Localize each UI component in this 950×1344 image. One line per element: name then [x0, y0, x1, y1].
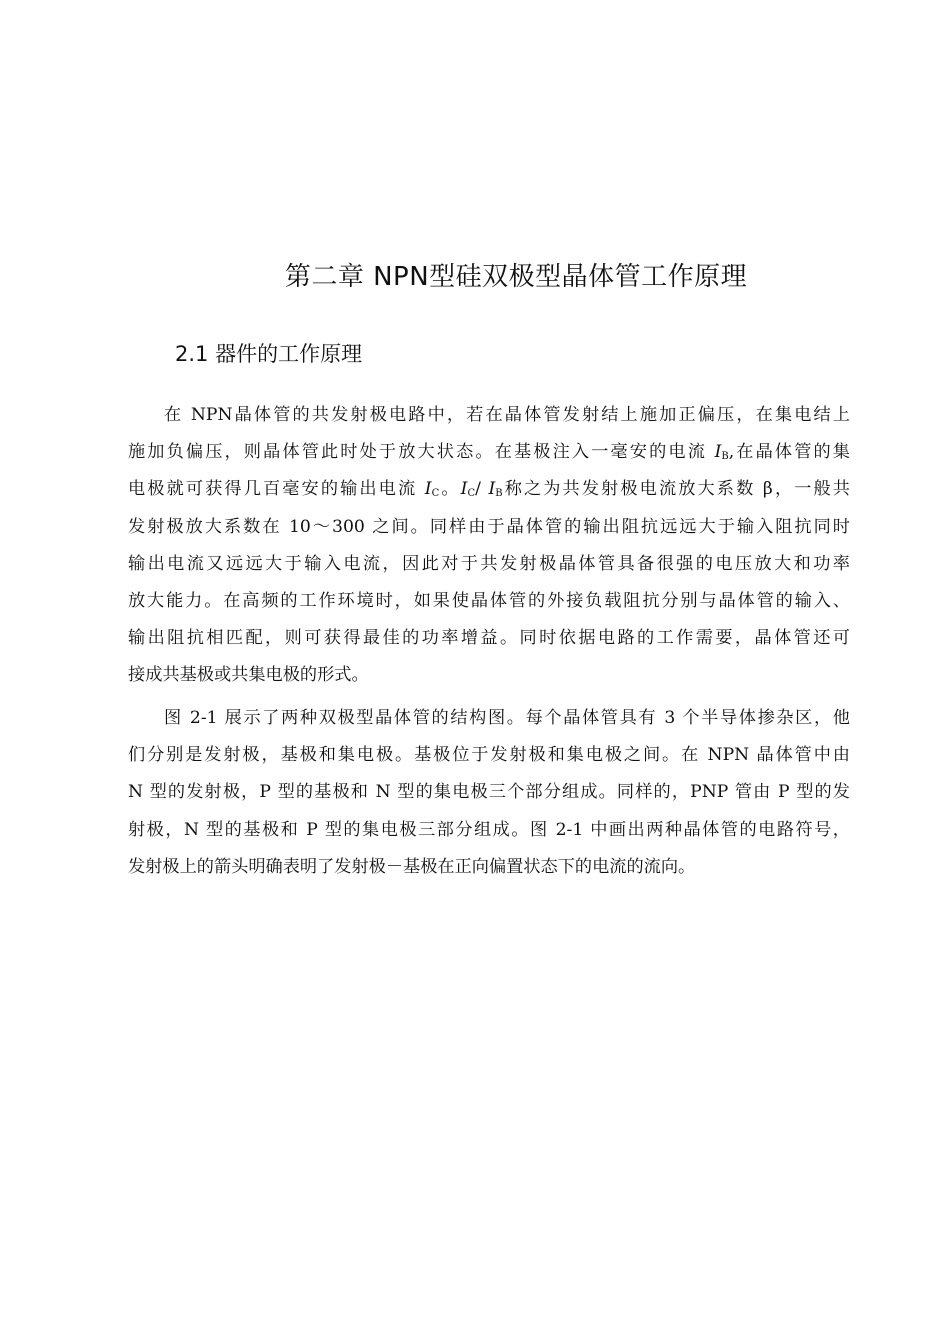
text-line: [128, 849, 850, 886]
text-run: 发射极放大系数在 10～300 之间。同样由于晶体管的输出阻抗远远大于输入阻抗同时: [128, 516, 850, 537]
symbol: I: [488, 479, 496, 500]
text-run: 射极，N 型的基极和 P 型的集电极三部分组成。图 2-1 中画出两种晶体管的电路符号，: [128, 819, 850, 840]
subscript: C: [467, 488, 476, 500]
symbol: I: [714, 442, 722, 463]
text-run: 在 NPN晶体管的共发射极电路中，若在晶体管发射结上施加正偏压，在集电结上: [164, 405, 850, 425]
text-run: 图 2-1 展示了两种双极型晶体管的结构图。每个晶体管具有 3 个半导体掺杂区，他: [164, 708, 850, 728]
text-line: [128, 657, 850, 694]
chapter-title: 第二章 NPN型硅双极型晶体管工作原理: [284, 262, 748, 292]
subscript: B: [721, 451, 729, 463]
text-line: [128, 583, 850, 620]
text-run: 施加负偏压，则晶体管此时处于放大状态。在基极注入一毫安的电流: [128, 442, 715, 463]
text-line: [128, 471, 850, 508]
text-run: 放大能力。在高频的工作环境时，如果使晶体管的外接负载阻抗分别与晶体管的输入、: [128, 590, 850, 611]
text-line: [128, 546, 850, 583]
text-run: 发射极上的箭头明确表明了发射极－基极在正向偏置状态下的电流的流向。: [128, 856, 696, 877]
text-run: 称之为共发射极电流放大系数 β，一般共: [502, 479, 850, 500]
symbol: I: [424, 479, 432, 500]
text-run: 。: [439, 479, 461, 500]
text-run: 输出电流又远远大于输入电流，因此对于共发射极晶体管具备很强的电压放大和功率: [128, 553, 850, 574]
text-line: [128, 434, 850, 471]
text-run: 电极就可获得几百毫安的输出电流: [128, 479, 425, 500]
text-line: [128, 774, 850, 811]
text-line: [128, 737, 850, 774]
subscript: C: [431, 488, 440, 500]
symbol: I: [460, 479, 468, 500]
text-run: N 型的发射极，P 型的基极和 N 型的集电极三个部分组成。同样的，PNP 管由 P 型的发: [128, 782, 850, 803]
text-run: 接成共基极或共集电极的形式。: [128, 665, 369, 686]
paragraph: [128, 700, 850, 886]
text-run: 们分别是发射极，基极和集电极。基极位于发射极和集电极之间。在 NPN 晶体管中由: [128, 745, 850, 766]
text-run: 输出阻抗相匹配，则可获得最佳的功率增益。同时依据电路的工作需要，晶体管还可: [128, 628, 850, 649]
section-heading: 2.1 器件的工作原理: [175, 342, 363, 366]
text-line: [128, 700, 850, 737]
text-line: [128, 397, 850, 434]
paragraph: [128, 397, 850, 695]
text-line: [128, 620, 850, 657]
text-run: ,在晶体管的集: [728, 442, 850, 463]
text-run: /: [475, 479, 489, 500]
subscript: B: [495, 488, 503, 500]
text-line: [128, 812, 850, 849]
text-line: [128, 509, 850, 546]
